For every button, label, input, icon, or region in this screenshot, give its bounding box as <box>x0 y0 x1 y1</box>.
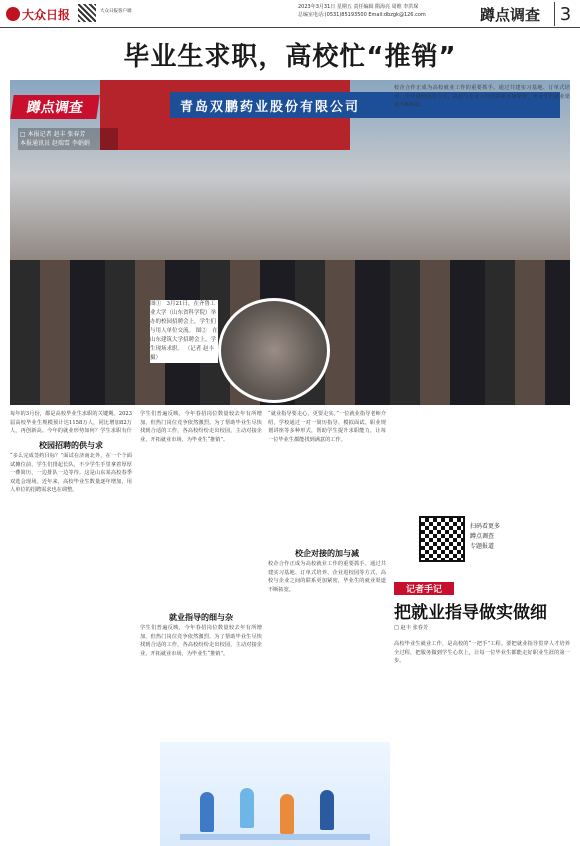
section-title: 蹲点调查 <box>480 5 541 24</box>
figure-person-icon <box>320 790 334 830</box>
column-3-text: “就业指导要走心，更要走实。”一位就业指导老师介绍，学校通过一对一简历指导、模拟面试、职业规划讲座等多种形式，帮助学生提升求职能力，让每一位毕业生都能找到满意的工作。 <box>268 411 386 443</box>
job-seekers-illustration <box>160 742 390 846</box>
subhead-supply-demand: 校园招聘的供与求 <box>39 441 103 450</box>
meta-line-date: 2023年3月31日 星期五 责任编辑 隋海亮 周维 李洪琛 <box>298 4 419 10</box>
app-label: 大众日报客户端 <box>100 9 132 14</box>
logo-emblem-icon <box>6 7 20 21</box>
column-2-text: 学生们普遍反映，今年春招岗位数量较去年有所增加，但热门岗位竞争依然激烈。为了帮助毕业生尽快找到合适的工作，各高校纷纷走出校园，主动对接企业，开拓就业市场，为毕业生“推销”。 <box>140 411 262 443</box>
intro-text: 每年的3月份，都是高校毕业生求职的关键期。2023届高校毕业生规模预计达1158万人，同比增加82万人，再创新高。今年的就业形势如何？学生求职有什 <box>10 411 132 434</box>
issue-meta <box>298 3 478 19</box>
ground-line <box>180 834 370 840</box>
column-3b-text: 校企合作正成为高校就业工作的重要抓手。通过共建实习基地、订单式培养、企业进校园等方式，高校与企业之间的联系更加紧密，毕业生的就业渠道不断拓宽。 <box>268 561 386 593</box>
figure-person-icon <box>240 788 254 828</box>
note-title: 把就业指导做实做细 <box>394 603 547 623</box>
qr-code <box>419 516 465 562</box>
article-byline: □ 本报记者 赵丰 张春芳 本报通讯员 赵瑞雪 李娟娟 <box>18 128 118 150</box>
app-qr-icon <box>78 4 100 24</box>
note-byline: □ 赵丰 张春芳 <box>394 625 429 631</box>
reporter-note-label: 记者手记 <box>394 582 454 595</box>
column-2b-text: 学生们普遍反映，今年春招岗位数量较去年有所增加，但热门岗位竞争依然激烈。为了帮助毕业生尽快找到合适的工作，各高校纷纷走出校园，主动对接企业，开拓就业市场，为毕业生“推销”。 <box>140 625 262 657</box>
figure-person-icon <box>200 792 214 832</box>
page-number: 3 <box>554 2 576 26</box>
note-body: 高校毕业生就业工作，是高校的“一把手”工程。要把就业指导贯穿人才培养全过程，把服务做到学生心坎上，让每一位毕业生都能走好职业生涯的第一步。 <box>394 641 570 665</box>
figure-person-icon <box>280 794 294 834</box>
company-banner: 青岛双鹏药业股份有限公司 <box>170 92 560 118</box>
paper-logo <box>6 4 70 24</box>
section-badge: 蹲点调查 <box>10 95 99 119</box>
photo-caption: 图① 3月21日，在齐鲁工业大学（山东省科学院）举办的校园招聘会上，学生们与用人单位交流。 图② 在山东建筑大学招聘会上，学生现场求职。 （记者 赵丰 摄） <box>150 301 218 361</box>
scan-prompt: 扫码看更多 蹲点调查 专题报道 <box>470 523 501 550</box>
subhead-school-enterprise: 校企对接的加与减 <box>295 549 359 558</box>
paper-name: 大众日报 <box>22 7 71 22</box>
headline: 毕业生求职，高校忙“推销” <box>123 42 457 72</box>
subhead-guidance: 就业指导的细与杂 <box>169 613 233 622</box>
inset-photo <box>218 298 330 403</box>
column-1-text: “多么完成签约目标？”面试在济南北外，在一个个面试摊位前，学生们排起长队，不少学生手里拿着厚厚一叠简历，一边排队一边等待。这是山东某高校春季双选会现场。近年来，高校毕业生数量逐年增加，用人单位的招聘需求也在调整。 <box>10 453 132 494</box>
meta-line-contact: 总编室电话:(0531)85193500 Email:dbzgk@126.com <box>298 12 426 18</box>
column-4-text: 校企合作正成为高校就业工作的重要抓手。通过共建实习基地、订单式培养、企业进校园等方式，高校与企业之间的联系更加紧密，毕业生的就业渠道不断拓宽。 <box>394 85 570 109</box>
